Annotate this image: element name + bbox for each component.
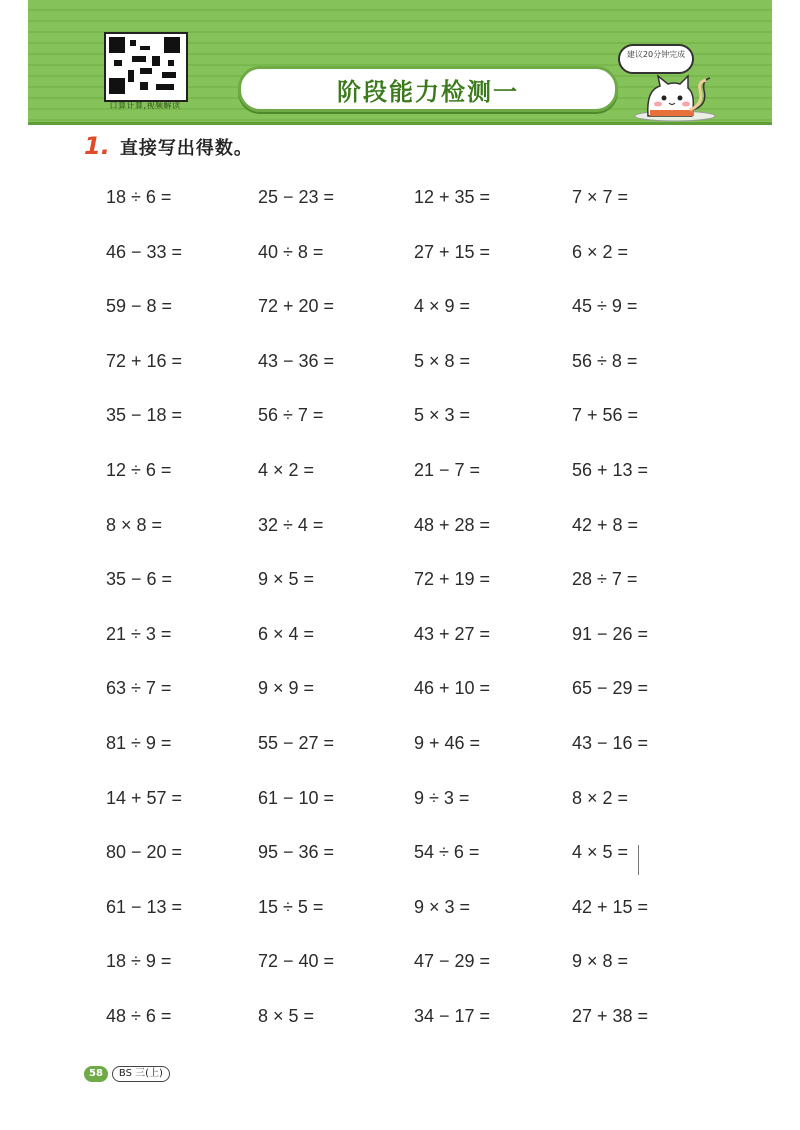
equation: 56 ÷ 7 =: [258, 405, 324, 425]
equation: 47 − 29 =: [414, 951, 491, 971]
equation: 27 + 38 =: [572, 1006, 649, 1026]
equation: 14 + 57 =: [106, 788, 183, 808]
book-label: BS 三(上): [112, 1066, 170, 1082]
equation: 27 + 15 =: [414, 242, 491, 262]
section-title: 直接写出得数。: [119, 138, 253, 159]
equation: 25 − 23 =: [258, 187, 335, 207]
equation: 34 − 17 =: [414, 1006, 491, 1026]
equation: 8 × 8 =: [106, 515, 163, 535]
equation: 72 + 20 =: [258, 296, 335, 316]
equation: 4 × 5 =: [572, 842, 629, 862]
equation: 46 + 10 =: [414, 678, 491, 698]
equation: 56 ÷ 8 =: [572, 351, 638, 371]
stray-mark: [638, 845, 639, 875]
equation: 4 × 2 =: [258, 460, 315, 480]
equation: 59 − 8 =: [106, 296, 173, 316]
time-hint-bubble: 建议20分钟完成: [618, 44, 694, 74]
equation: 42 + 15 =: [572, 897, 649, 917]
equation: 15 ÷ 5 =: [258, 897, 324, 917]
equation: 35 − 18 =: [106, 405, 183, 425]
equation: 6 × 2 =: [572, 242, 629, 262]
equation: 72 − 40 =: [258, 951, 335, 971]
equation: 43 − 16 =: [572, 733, 649, 753]
equation: 61 − 13 =: [106, 897, 183, 917]
equation: 21 − 7 =: [414, 460, 481, 480]
equation: 12 ÷ 6 =: [106, 460, 172, 480]
equation: 32 ÷ 4 =: [258, 515, 324, 535]
equation: 9 × 8 =: [572, 951, 629, 971]
equation: 54 ÷ 6 =: [414, 842, 480, 862]
section-number: 1.: [84, 132, 110, 160]
qr-caption: 口算计算,视频解读: [109, 101, 181, 110]
equation: 9 × 3 =: [414, 897, 471, 917]
equation: 9 ÷ 3 =: [414, 788, 470, 808]
equation: 61 − 10 =: [258, 788, 335, 808]
equation: 65 − 29 =: [572, 678, 649, 698]
equation: 7 + 56 =: [572, 405, 639, 425]
equation: 5 × 3 =: [414, 405, 471, 425]
equation: 35 − 6 =: [106, 569, 173, 589]
equation: 81 ÷ 9 =: [106, 733, 172, 753]
equation: 5 × 8 =: [414, 351, 471, 371]
equation: 63 ÷ 7 =: [106, 678, 172, 698]
equation: 4 × 9 =: [414, 296, 471, 316]
equation: 8 × 2 =: [572, 788, 629, 808]
equation: 18 ÷ 6 =: [106, 187, 172, 207]
equation: 43 + 27 =: [414, 624, 491, 644]
equation: 7 × 7 =: [572, 187, 629, 207]
equation: 56 + 13 =: [572, 460, 649, 480]
equation: 48 ÷ 6 =: [106, 1006, 172, 1026]
page-number: 58: [84, 1066, 108, 1082]
equation: 48 + 28 =: [414, 515, 491, 535]
equation: 9 × 9 =: [258, 678, 315, 698]
equation: 72 + 16 =: [106, 351, 183, 371]
page-footer: [84, 1065, 170, 1083]
equation: 55 − 27 =: [258, 733, 335, 753]
page-title: 阶段能力检测一: [238, 66, 618, 112]
equation: 18 ÷ 9 =: [106, 951, 172, 971]
equation: 72 + 19 =: [414, 569, 491, 589]
equation: 46 − 33 =: [106, 242, 183, 262]
equation: 12 + 35 =: [414, 187, 491, 207]
equation: 91 − 26 =: [572, 624, 649, 644]
equation: 80 − 20 =: [106, 842, 183, 862]
equation: 9 + 46 =: [414, 733, 481, 753]
equation: 8 × 5 =: [258, 1006, 315, 1026]
equation: 95 − 36 =: [258, 842, 335, 862]
equation: 45 ÷ 9 =: [572, 296, 638, 316]
equation: 42 + 8 =: [572, 515, 639, 535]
equation: 21 ÷ 3 =: [106, 624, 172, 644]
equation: 6 × 4 =: [258, 624, 315, 644]
equation: 40 ÷ 8 =: [258, 242, 324, 262]
equation: 43 − 36 =: [258, 351, 335, 371]
equation: 9 × 5 =: [258, 569, 315, 589]
equation: 28 ÷ 7 =: [572, 569, 638, 589]
